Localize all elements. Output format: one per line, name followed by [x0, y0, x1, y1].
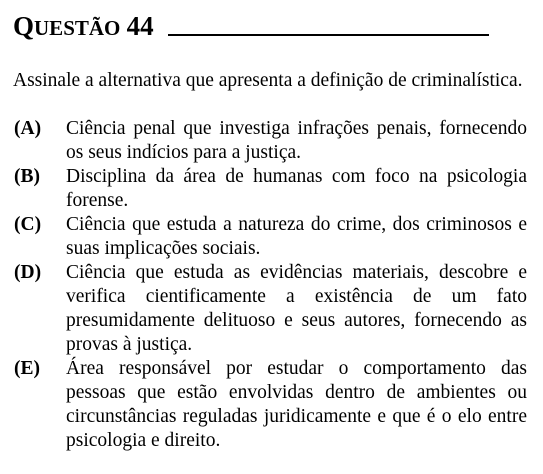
question-header: [13, 8, 529, 42]
option-c[interactable]: [13, 213, 529, 261]
option-text: Ciência que estuda as evidências materiais, descobre e verifica cientificamente a existência de um fato presumidamente delituoso e seus autores, fornecendo as provas à justiça.: [66, 262, 527, 355]
option-a[interactable]: [13, 117, 529, 165]
option-text: Área responsável por estudar o comportamento das pessoas que estão envolvidas dentro de ambientes ou circunstâncias reguladas juridicamente e que é o elo entre psicologia e direito.: [66, 358, 527, 451]
option-e[interactable]: [13, 357, 529, 453]
question-block: [13, 8, 529, 453]
option-letter: (A): [14, 118, 42, 139]
option-letter: (B): [14, 166, 40, 187]
question-title-initial: Q: [13, 11, 35, 41]
option-letter: (C): [14, 214, 42, 235]
option-b[interactable]: [13, 165, 529, 213]
option-letter: (E): [14, 358, 40, 379]
option-d[interactable]: [13, 261, 529, 357]
question-title-rest: UESTÃO: [34, 16, 121, 40]
question-statement: Assinale a alternativa que apresenta a definição de criminalística.: [13, 70, 523, 91]
answer-line: [168, 34, 489, 36]
option-text: Disciplina da área de humanas com foco na psicologia forense.: [66, 166, 527, 211]
option-letter: (D): [14, 262, 42, 283]
options-list: [13, 117, 529, 453]
question-title: [13, 12, 154, 42]
option-text: Ciência penal que investiga infrações penais, fornecendo os seus indícios para a justiça.: [66, 118, 527, 163]
question-number: 44: [126, 11, 154, 41]
option-text: Ciência que estuda a natureza do crime, dos criminosos e suas implicações sociais.: [66, 214, 527, 259]
